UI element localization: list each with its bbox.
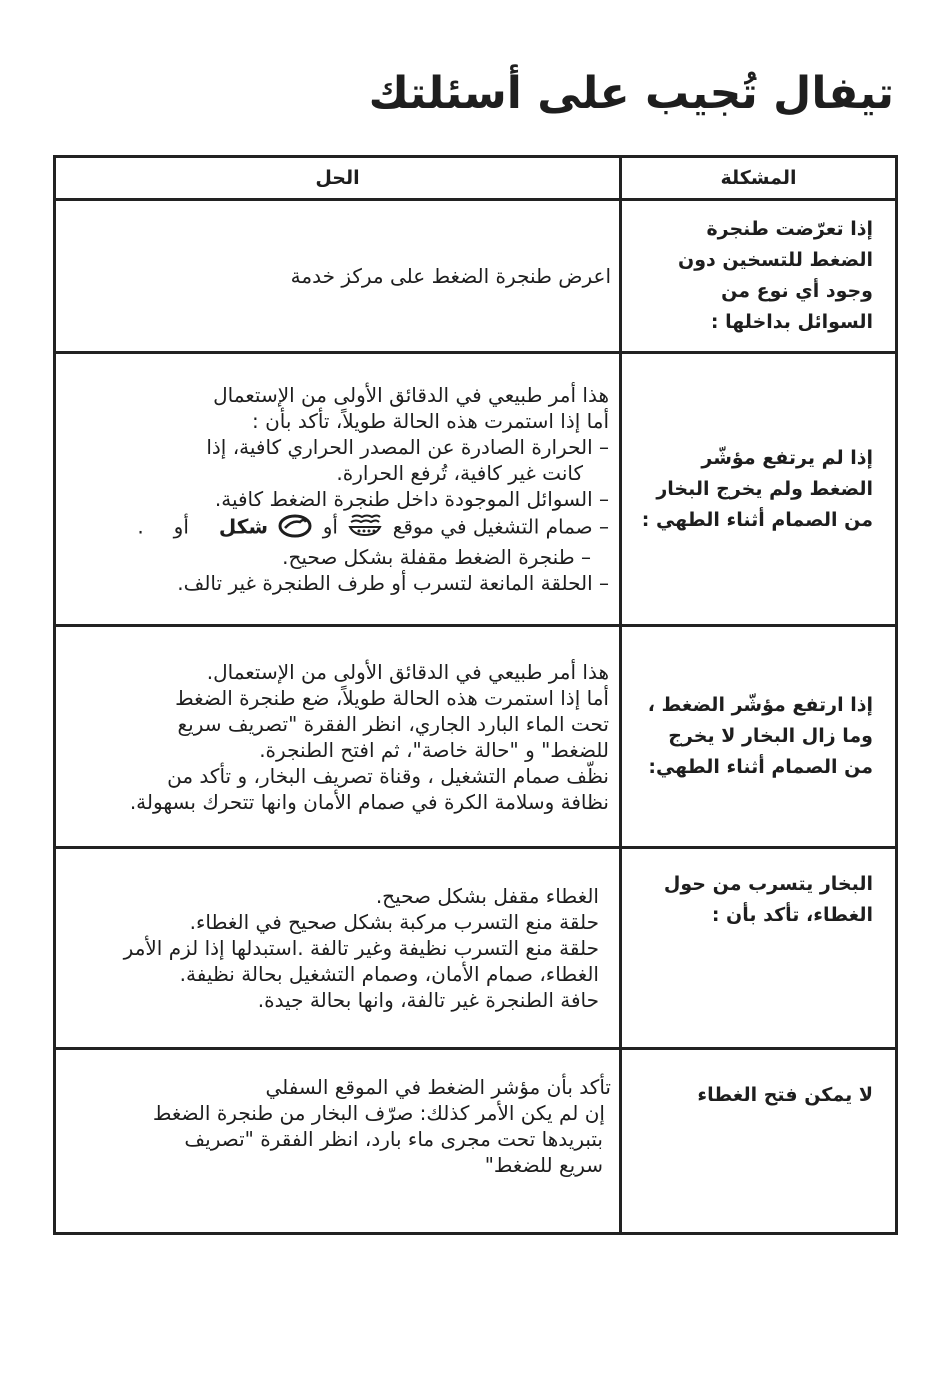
- problem-cell: [619, 354, 895, 624]
- solution-line: سريع للضغط": [484, 1153, 603, 1177]
- problem-cell: [619, 1050, 895, 1232]
- solution-line: نظافة وسلامة الكرة في صمام الأمان وانها تتحرك بسهولة.: [129, 789, 609, 814]
- page-title: تيفال تُجيب على أسئلتك: [368, 68, 894, 119]
- solution-text: شكل: [218, 514, 269, 539]
- problem-cell: [619, 201, 895, 351]
- table-row: [56, 201, 895, 354]
- solution-line: الغطاء، صمام الأمان، وصمام التشغيل بحالة نظيفة.: [179, 962, 599, 986]
- table-row: [56, 627, 895, 849]
- problem-line: الضغط ولم يخرج البخار: [656, 477, 873, 500]
- solution-cell: [0, 849, 619, 1047]
- header-problem-label: المشكلة: [720, 167, 797, 189]
- solution-line: هذا أمر طبيعي في الدقائق الأولى من الإستعمال.: [206, 659, 609, 684]
- solution-line: الغطاء مقفل بشكل صحيح.: [375, 884, 599, 908]
- solution-line: – السوائل الموجودة داخل طنجرة الضغط كافية.: [214, 487, 609, 511]
- solution-line: كانت غير كافية، تُرفع الحرارة.: [336, 461, 583, 485]
- valve-position-line: [137, 512, 609, 544]
- table-row: [56, 849, 895, 1050]
- problem-line: إذا تعرّضت طنجرة: [706, 218, 873, 240]
- problem-line: وما زال البخار لا يخرج: [668, 725, 873, 747]
- problem-line: الضغط للتسخين دون: [678, 249, 873, 271]
- solution-line: تأكد بأن مؤشر الضغط في الموقع السفلي: [265, 1075, 611, 1099]
- problem-line: من الصمام أثناء الطهي :: [641, 508, 873, 531]
- solution-line: نظّف صمام التشغيل ، وقناة تصريف البخار، و تأكد من: [167, 763, 609, 788]
- solution-text: أو: [322, 514, 338, 539]
- solution-line: أما إذا استمرت هذه الحالة طويلاً، ضع طنجرة الضغط: [175, 685, 609, 710]
- solution-cell: [0, 1050, 619, 1232]
- problem-line: من الصمام أثناء الطهي:: [648, 756, 873, 778]
- troubleshooting-table: [53, 155, 898, 1235]
- problem-line: لا يمكن فتح الغطاء: [697, 1084, 873, 1106]
- solution-line: للضغط" و "حالة خاصة"، ثم افتح الطنجرة.: [259, 737, 609, 762]
- solution-line: أما إذا استمرت هذه الحالة طويلاً، تأكد بأن :: [252, 409, 609, 433]
- problem-line: إذا لم يرتفع مؤشّر: [701, 446, 873, 469]
- table-row: [56, 1050, 895, 1232]
- solution-line: – الحلقة المانعة لتسرب أو طرف الطنجرة غير تالف.: [177, 571, 609, 595]
- solution-line: – الحرارة الصادرة عن المصدر الحراري كافية، إذا: [206, 435, 609, 459]
- problem-line: إذا ارتفع مؤشّر الضغط ،: [647, 694, 873, 716]
- solution-cell: [0, 201, 619, 351]
- solution-line: تحت الماء البارد الجاري، انظر الفقرة "تصريف سريع: [177, 711, 609, 736]
- cooking-pot-icon: [278, 512, 312, 544]
- solution-text: أو: [173, 514, 189, 539]
- solution-line: إن لم يكن الأمر كذلك: صرّف البخار من طنجرة الضغط: [152, 1101, 605, 1125]
- steam-position-icon: [348, 513, 382, 543]
- problem-cell: [619, 849, 895, 1047]
- solution-line: حلقة منع التسرب نظيفة وغير تالفة .استبدلها إذا لزم الأمر: [123, 936, 599, 960]
- table-header-row: [56, 158, 895, 201]
- solution-text: .: [137, 514, 144, 539]
- problem-line: الغطاء، تأكد بأن :: [711, 904, 873, 926]
- solution-cell: [0, 627, 619, 846]
- header-solution-label: الحل: [315, 167, 360, 189]
- solution-cell: [0, 354, 619, 624]
- solution-line: حلقة منع التسرب مركبة بشكل صحيح في الغطاء.: [189, 910, 599, 934]
- solution-line: – طنجرة الضغط مقفلة بشكل صحيح.: [282, 545, 591, 569]
- problem-line: السوائل بداخلها :: [710, 311, 873, 333]
- table-row: [56, 354, 895, 627]
- header-solution: [56, 158, 619, 198]
- problem-line: البخار يتسرب من حول: [663, 873, 873, 895]
- solution-line: حافة الطنجرة غير تالفة، وانها بحالة جيدة.: [257, 988, 599, 1012]
- solution-line: بتبريدها تحت مجرى ماء بارد، انظر الفقرة "تصريف: [184, 1127, 603, 1151]
- problem-line: وجود أي نوع من: [721, 280, 873, 302]
- solution-text: اعرض طنجرة الضغط على مركز خدمة: [290, 264, 611, 288]
- solution-line: هذا أمر طبيعي في الدقائق الأولى من الإستعمال: [213, 383, 609, 407]
- solution-text: – صمام التشغيل في موقع: [392, 514, 609, 539]
- problem-cell: [619, 627, 895, 846]
- header-problem: [619, 158, 895, 198]
